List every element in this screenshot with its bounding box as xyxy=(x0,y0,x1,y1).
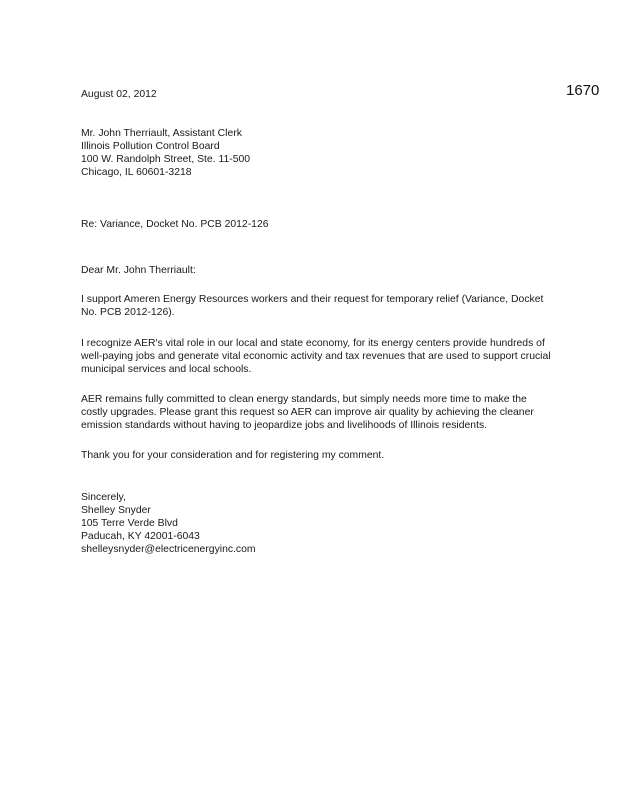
sender-email: shelleysnyder@electricenergyinc.com xyxy=(81,544,256,555)
recipient-city-line: Chicago, IL 60601-3218 xyxy=(81,167,192,178)
sender-city: Paducah, KY 42001-6043 xyxy=(81,531,200,542)
body-paragraph-thanks: Thank you for your consideration and for registering my comment. xyxy=(81,450,385,461)
letter-date: August 02, 2012 xyxy=(81,89,157,100)
subject-line: Re: Variance, Docket No. PCB 2012-126 xyxy=(81,219,269,230)
body-paragraph-economy: I recognize AER's vital role in our local and state economy, for its energy centers provide hundreds of well-paying jobs and generate vital economic activity and tax revenues that are used to support crucial municipal services and local schools. xyxy=(81,338,551,375)
body-paragraph-support: I support Ameren Energy Resources workers and their request for temporary relief (Variance, Docket No. PCB 2012-126). xyxy=(81,294,544,318)
sender-street: 105 Terre Verde Blvd xyxy=(81,518,178,529)
recipient-street-line: 100 W. Randolph Street, Ste. 11-500 xyxy=(81,154,251,165)
recipient-organization-line: Illinois Pollution Control Board xyxy=(81,141,220,152)
body-paragraph-standards: AER remains fully committed to clean energy standards, but simply needs more time to make the costly upgrades. Please grant this request so AER can improve air quality by achieving the cleaner emission standards without having to jeopardize jobs and livelihoods of Illinois residents. xyxy=(81,394,534,431)
valediction: Sincerely, xyxy=(81,492,126,503)
recipient-address-block xyxy=(81,127,381,179)
recipient-name-line: Mr. John Therriault, Assistant Clerk xyxy=(81,128,242,139)
signature-block xyxy=(81,491,381,556)
sender-name: Shelley Snyder xyxy=(81,505,151,516)
page-number: 1670 xyxy=(566,82,600,99)
salutation: Dear Mr. John Therriault: xyxy=(81,265,196,276)
